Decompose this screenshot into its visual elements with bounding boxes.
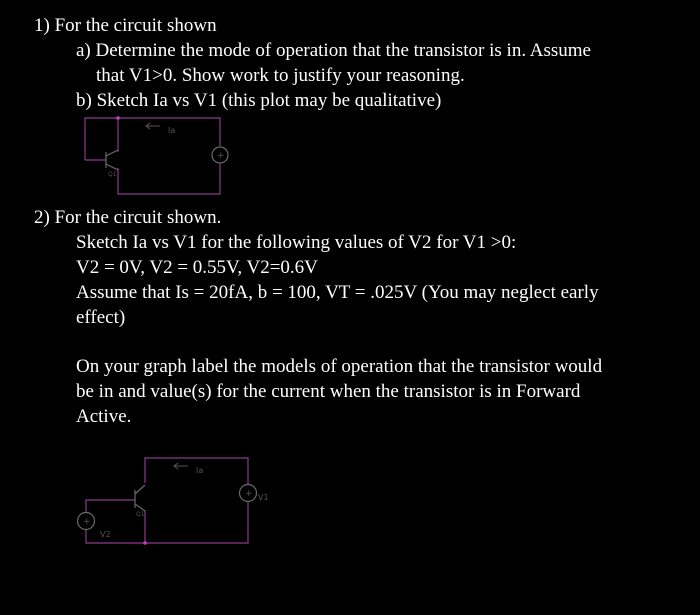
- circuit-2-transistor: [135, 485, 145, 518]
- problem1-part-a-line2: that V1>0. Show work to justify your reasoning.: [96, 65, 465, 86]
- problem2-line5: On your graph label the models of operation that the transistor would: [76, 356, 603, 377]
- svg-text:Q1: Q1: [136, 511, 145, 518]
- problem2-line2: V2 = 0V, V2 = 0.55V, V2=0.6V: [76, 257, 318, 278]
- problem2-line6: be in and value(s) for the current when the transistor is in Forward: [76, 381, 581, 402]
- circuit-2-node: [143, 541, 147, 545]
- problem2-line1: Sketch Ia vs V1 for the following values of V2 for V1 >0:: [76, 232, 517, 253]
- circuit-2-source-v1-label: V1: [258, 493, 269, 502]
- svg-text:+: +: [83, 517, 91, 527]
- circuit-2-source-v2-label: V2: [100, 530, 111, 539]
- problem1-part-b: b) Sketch Ia vs V1 (this plot may be qualitative): [76, 90, 442, 111]
- problem2-heading: 2) For the circuit shown.: [34, 207, 222, 228]
- svg-text:Q1: Q1: [108, 171, 117, 178]
- circuit-1-current-label: Ia: [168, 126, 176, 135]
- problem2-line7: Active.: [76, 406, 132, 427]
- problem2-line3: Assume that Is = 20fA, b = 100, VT = .025V (You may neglect early: [76, 282, 599, 303]
- problem1-heading: 1) For the circuit shown: [34, 15, 217, 36]
- problem2-line4: effect): [76, 307, 126, 328]
- svg-text:+: +: [245, 489, 253, 499]
- circuit-1-source-polarity: +: [217, 151, 225, 161]
- problem1-part-a-line1: a) Determine the mode of operation that the transistor is in. Assume: [76, 40, 591, 61]
- circuit-2-current-label: Ia: [196, 466, 204, 475]
